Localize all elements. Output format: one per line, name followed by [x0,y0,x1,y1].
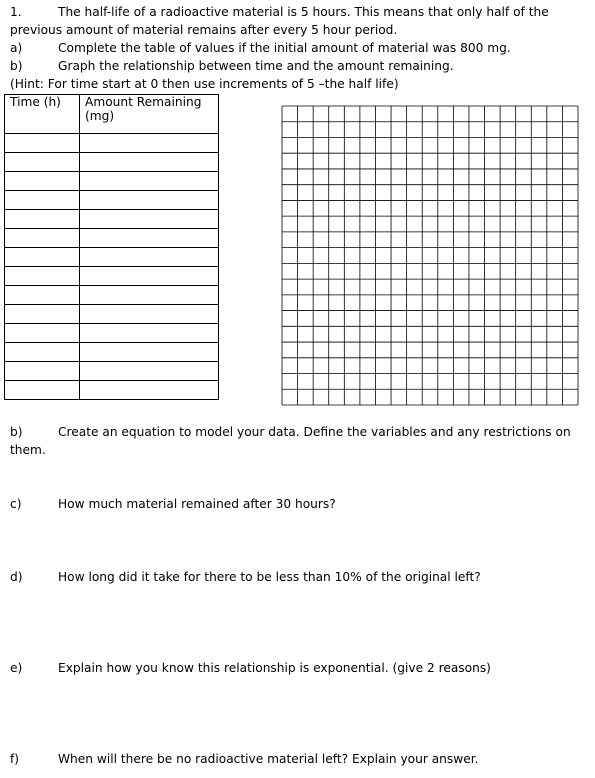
time-cell[interactable] [5,362,80,381]
table-row [5,381,219,400]
time-cell[interactable] [5,153,80,172]
table-row [5,229,219,248]
amount-header-label-line1: Amount Remaining [85,95,202,109]
amount-cell[interactable] [80,134,219,153]
time-cell[interactable] [5,324,80,343]
time-header-label: Time (h) [10,95,61,109]
time-cell[interactable] [5,191,80,210]
question-b-text: Create an equation to model your data. Define the variables and any restrictions on [58,425,571,439]
question-c-label: c) [10,497,22,511]
amount-cell[interactable] [80,172,219,191]
values-table [4,94,219,400]
part-b-label: b) [10,59,23,73]
part-b [10,58,454,74]
graph-grid [281,105,579,406]
table-row [5,286,219,305]
question-f-text: When will there be no radioactive material left? Explain your answer. [58,752,479,766]
amount-cell[interactable] [80,381,219,400]
amount-cell[interactable] [80,229,219,248]
amount-cell[interactable] [80,324,219,343]
hint-text: (Hint: For time start at 0 then use increments of 5 –the half life) [10,77,399,91]
table-row [5,153,219,172]
amount-cell[interactable] [80,362,219,381]
amount-cell[interactable] [80,267,219,286]
amount-cell[interactable] [80,305,219,324]
table-row [5,362,219,381]
question-f-label: f) [10,752,20,766]
time-cell[interactable] [5,267,80,286]
question-d-text: How long did it take for there to be less than 10% of the original left? [58,570,481,584]
time-cell[interactable] [5,229,80,248]
time-cell[interactable] [5,381,80,400]
time-cell[interactable] [5,172,80,191]
part-a [10,40,511,56]
question-e-text: Explain how you know this relationship is exponential. (give 2 reasons) [58,661,491,675]
time-cell[interactable] [5,343,80,362]
amount-cell[interactable] [80,153,219,172]
values-table-body [5,134,219,400]
table-row [5,210,219,229]
question-number: 1. [10,5,22,19]
amount-cell[interactable] [80,286,219,305]
question-b-continued: them. [10,443,46,457]
time-cell[interactable] [5,248,80,267]
amount-column-header [80,95,219,134]
time-column-header [5,95,80,134]
table-row [5,343,219,362]
table-row [5,191,219,210]
part-b-text: Graph the relationship between time and the amount remaining. [58,59,454,73]
question-d-label: d) [10,570,23,584]
time-cell[interactable] [5,305,80,324]
amount-cell[interactable] [80,248,219,267]
table-row [5,324,219,343]
time-cell[interactable] [5,134,80,153]
table-row [5,172,219,191]
table-row [5,248,219,267]
time-cell[interactable] [5,286,80,305]
time-cell[interactable] [5,210,80,229]
question-b-label: b) [10,425,23,439]
table-row [5,305,219,324]
amount-cell[interactable] [80,210,219,229]
intro-text-line1: The half-life of a radioactive material is 5 hours. This means that only half of the [58,5,549,19]
table-row [5,267,219,286]
question-c-text: How much material remained after 30 hours? [58,497,336,511]
part-a-label: a) [10,41,23,55]
question-intro-line1 [10,4,549,20]
intro-text-line2: previous amount of material remains after every 5 hour period. [10,23,398,37]
part-a-text: Complete the table of values if the initial amount of material was 800 mg. [58,41,511,55]
amount-header-label-line2: (mg) [85,109,115,123]
table-row [5,134,219,153]
amount-cell[interactable] [80,191,219,210]
question-e-label: e) [10,661,23,675]
amount-cell[interactable] [80,343,219,362]
